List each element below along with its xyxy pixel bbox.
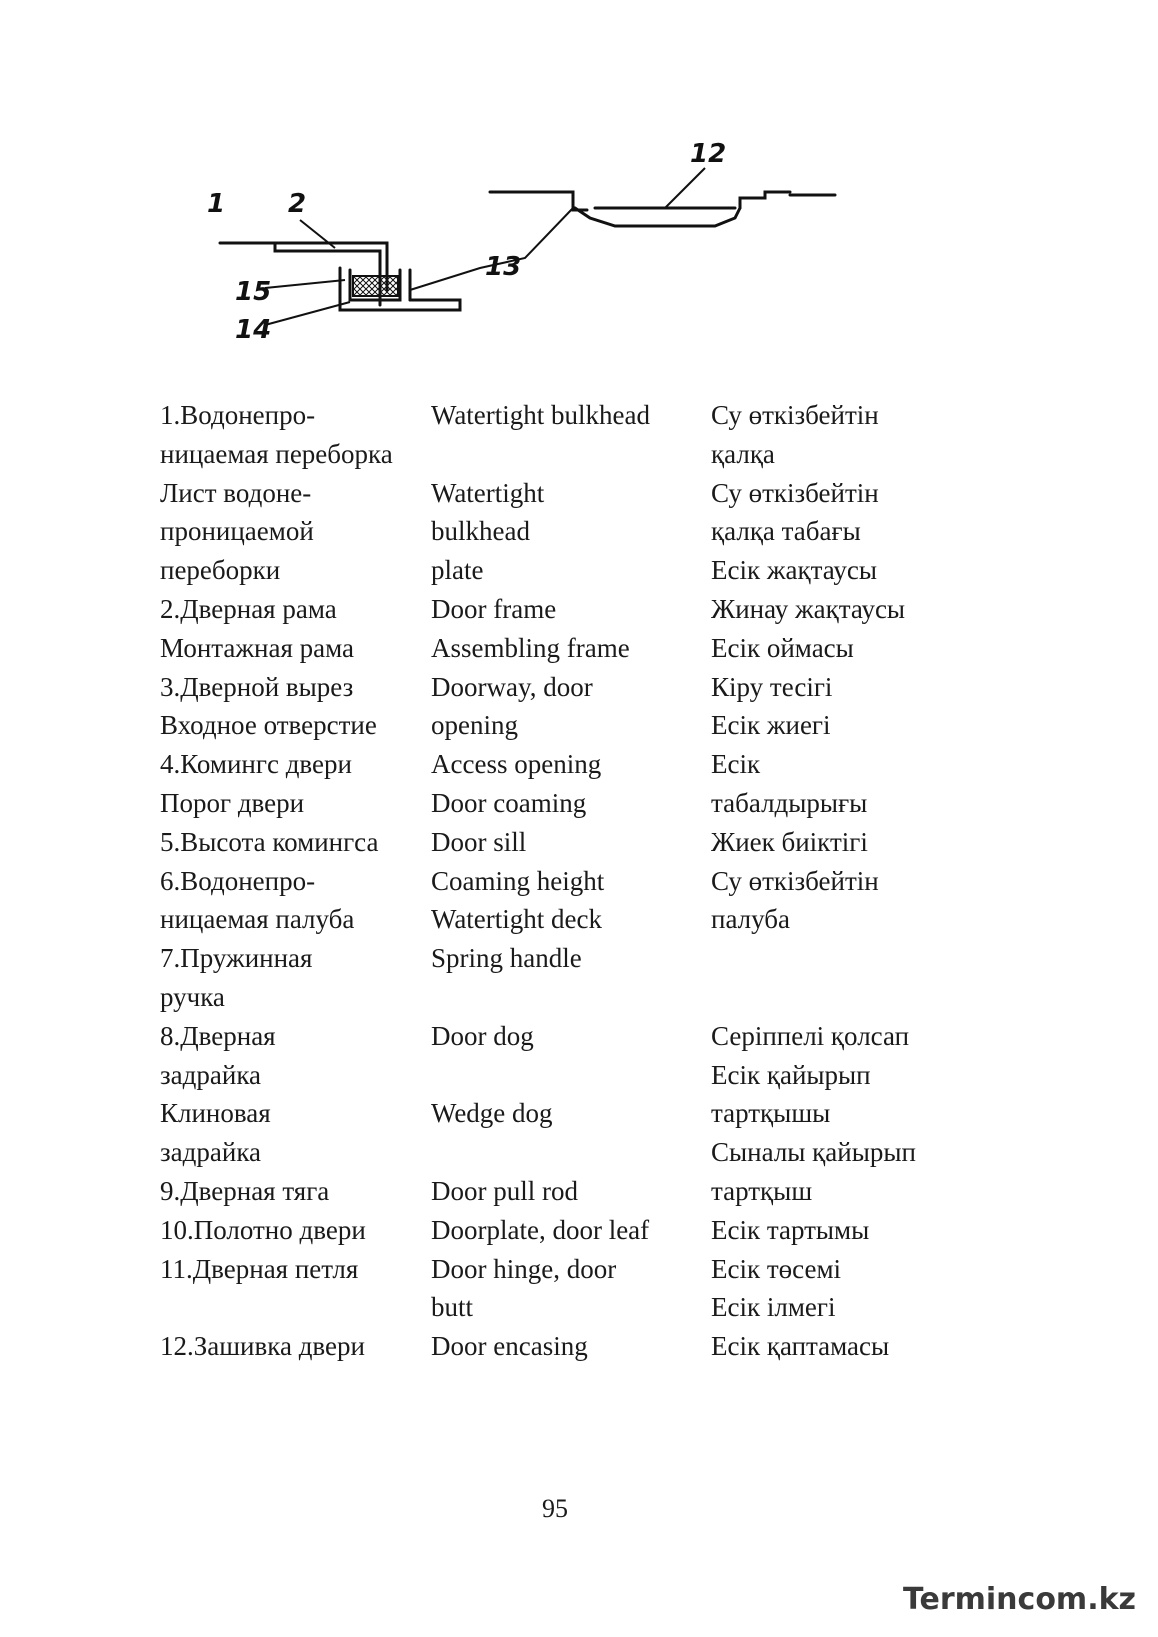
english-term: Door dog <box>431 1020 534 1051</box>
kazakh-term: Есік қаптамасы <box>711 1331 890 1362</box>
glossary-line <box>160 1215 960 1254</box>
kazakh-term: Есік тартымы <box>711 1214 870 1245</box>
glossary-line <box>160 982 960 1021</box>
english-term: Door frame <box>431 593 557 624</box>
english-term: butt <box>431 1292 474 1323</box>
callout-13: 13 <box>485 252 522 282</box>
glossary-line <box>160 904 960 943</box>
glossary-line <box>160 866 960 905</box>
glossary-line <box>160 788 960 827</box>
russian-term: 2.Дверная рама <box>160 593 337 624</box>
kazakh-term: Су өткізбейтін <box>711 400 879 430</box>
english-term: Doorplate, door leaf <box>431 1214 650 1245</box>
english-term: Watertight <box>431 477 545 508</box>
russian-term: 6.Водонепро- <box>160 865 316 896</box>
kazakh-term: тартқыш <box>711 1175 813 1206</box>
russian-term: 1.Водонепро- <box>160 400 316 430</box>
russian-term: 10.Полотно двери <box>160 1214 366 1245</box>
glossary-line <box>160 827 960 866</box>
kazakh-term: Жинау жақтаусы <box>711 593 906 624</box>
glossary-line <box>160 439 960 478</box>
callout-2: 2 <box>288 189 307 219</box>
door-hinge-left <box>550 192 587 210</box>
glossary-line <box>160 594 960 633</box>
glossary-table <box>160 400 960 1370</box>
english-term: Watertight bulkhead <box>431 400 651 430</box>
english-term: Door sill <box>431 826 527 857</box>
door-hinge-right <box>740 192 790 208</box>
callout-15: 15 <box>235 277 272 307</box>
kazakh-term: тартқышы <box>711 1098 831 1129</box>
leader-14 <box>265 302 350 325</box>
russian-term: 7.Пружинная <box>160 943 313 974</box>
english-term: Wedge dog <box>431 1098 553 1129</box>
russian-term: задрайка <box>160 1137 262 1168</box>
russian-term: Монтажная рама <box>160 632 355 663</box>
english-term: Access opening <box>431 749 602 780</box>
english-term: Assembling frame <box>431 632 630 663</box>
russian-term: 12.Зашивка двери <box>160 1331 365 1362</box>
english-term: Door coaming <box>431 787 587 818</box>
kazakh-term: Есік жиегі <box>711 710 831 741</box>
glossary-line <box>160 633 960 672</box>
kazakh-term: Есік қайырып <box>711 1059 871 1090</box>
russian-term: 8.Дверная <box>160 1020 276 1051</box>
glossary-line <box>160 1060 960 1099</box>
glossary-line <box>160 1021 960 1060</box>
kazakh-term: Есік <box>711 749 761 780</box>
seal-hatch <box>353 276 398 296</box>
kazakh-term: Жиек биіктігі <box>711 826 868 857</box>
kazakh-term: қалқа <box>711 438 775 469</box>
glossary-line <box>160 400 960 439</box>
callout-12: 12 <box>690 139 727 169</box>
kazakh-term: Серіппелі қолсап <box>711 1020 910 1051</box>
door-panel-outline <box>575 208 740 226</box>
glossary-line <box>160 749 960 788</box>
door-section-diagram <box>195 130 875 360</box>
glossary-line <box>160 1137 960 1176</box>
kazakh-term: Сыналы қайырып <box>711 1137 916 1168</box>
kazakh-term: Есік төсемі <box>711 1253 842 1284</box>
english-term: Door pull rod <box>431 1175 578 1206</box>
english-term: Watertight deck <box>431 904 603 935</box>
english-term: Doorway, door <box>431 671 593 702</box>
glossary-line <box>160 1331 960 1370</box>
kazakh-term: Есік ілмегі <box>711 1292 836 1323</box>
english-term: Door hinge, door <box>431 1253 617 1284</box>
glossary-line <box>160 478 960 517</box>
russian-term: Входное отверстие <box>160 710 377 741</box>
kazakh-term: Су өткізбейтін <box>711 477 879 508</box>
russian-term: ручка <box>160 981 225 1012</box>
kazakh-term: табалдырығы <box>711 787 868 818</box>
kazakh-term: палуба <box>711 904 791 935</box>
english-term: Door encasing <box>431 1331 588 1362</box>
leader-15 <box>265 280 345 288</box>
kazakh-term: Есік жақтаусы <box>711 555 877 586</box>
callout-14: 14 <box>235 315 272 345</box>
russian-term: 5.Высота комингса <box>160 826 379 857</box>
glossary-line <box>160 710 960 749</box>
glossary-line <box>160 1098 960 1137</box>
glossary-line <box>160 555 960 594</box>
english-term: plate <box>431 555 484 586</box>
page-number: 95 <box>542 1494 568 1523</box>
glossary-line <box>160 1254 960 1293</box>
callout-1: 1 <box>207 189 226 219</box>
kazakh-term: Су өткізбейтін <box>711 865 879 896</box>
russian-term: ницаемая палуба <box>160 904 355 935</box>
english-term: Coaming height <box>431 865 605 896</box>
russian-term: 11.Дверная петля <box>160 1253 359 1284</box>
russian-term: Порог двери <box>160 787 305 818</box>
glossary-line <box>160 943 960 982</box>
kazakh-term: қалқа табағы <box>711 516 861 547</box>
kazakh-term: Есік оймасы <box>711 632 854 663</box>
watermark-logo: Termincom.kz <box>903 1582 1136 1617</box>
glossary-line <box>160 672 960 711</box>
english-term: Spring handle <box>431 943 582 974</box>
russian-term: Лист водоне- <box>160 477 312 508</box>
kazakh-term: Кіру тесігі <box>711 671 833 702</box>
glossary-line <box>160 1176 960 1215</box>
russian-term: ницаемая переборка <box>160 438 393 469</box>
english-term: bulkhead <box>431 516 530 547</box>
russian-term: 4.Комингс двери <box>160 749 352 780</box>
russian-term: 3.Дверной вырез <box>160 671 354 702</box>
russian-term: Клиновая <box>160 1098 271 1129</box>
russian-term: проницаемой <box>160 516 314 547</box>
glossary-line <box>160 516 960 555</box>
russian-term: 9.Дверная тяга <box>160 1175 330 1206</box>
leader-12 <box>665 168 705 208</box>
russian-term: переборки <box>160 555 281 586</box>
glossary-line <box>160 1292 960 1331</box>
english-term: opening <box>431 710 518 741</box>
russian-term: задрайка <box>160 1059 262 1090</box>
